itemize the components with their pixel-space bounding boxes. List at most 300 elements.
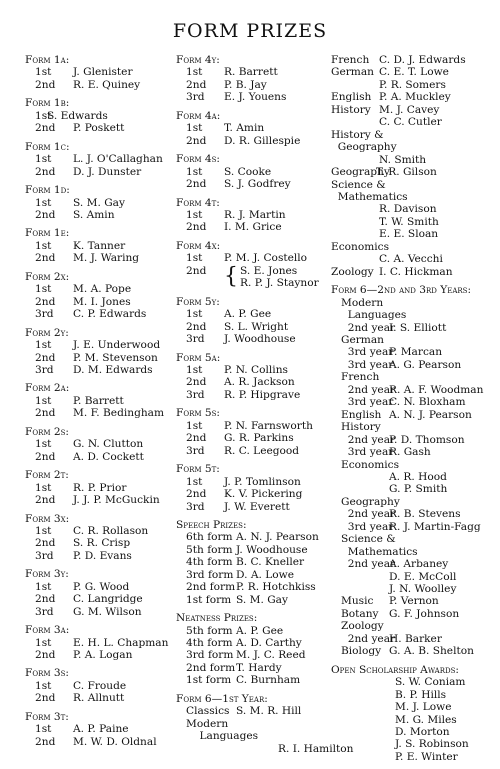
prize-winner: A. N. J. Pearson xyxy=(389,408,472,421)
prize-winner: J. Woodhouse xyxy=(224,333,296,346)
prize-row xyxy=(331,751,499,763)
prize-winner: C. P. Edwards xyxy=(73,308,147,321)
prize-label xyxy=(331,216,379,228)
prize-section xyxy=(176,612,336,687)
prize-label: 2nd xyxy=(186,78,207,91)
prize-winner: A. D. Carthy xyxy=(236,637,302,650)
prize-label: 2nd xyxy=(35,537,56,550)
prize-label xyxy=(331,79,379,91)
section-heading: Form 2x: xyxy=(25,270,70,283)
prize-row xyxy=(176,662,336,674)
prize-section xyxy=(176,153,336,190)
prize-label: 1st xyxy=(186,363,203,376)
prize-row xyxy=(331,266,499,278)
prize-row xyxy=(176,594,336,606)
prize-section xyxy=(25,382,173,419)
prize-row xyxy=(331,608,499,620)
prize-label: English xyxy=(331,91,372,104)
section-heading: Form 4y: xyxy=(176,54,220,66)
prize-row xyxy=(176,122,336,134)
prize-label: 2nd year xyxy=(341,632,396,645)
prize-winner: S. M. Gay xyxy=(73,196,125,209)
prize-label: French xyxy=(341,371,380,384)
prize-row xyxy=(25,606,173,618)
prize-winner: C. Burnham xyxy=(236,674,301,687)
prize-winner: G. R. Parkins xyxy=(224,432,294,445)
section-heading: Neatness Prizes: xyxy=(176,612,258,625)
prize-row xyxy=(176,91,336,103)
prize-winner: P. N. Farnsworth xyxy=(224,419,313,432)
prize-row xyxy=(176,135,336,147)
prize-section xyxy=(176,197,336,234)
prize-row xyxy=(176,265,336,290)
brace-glyph: { xyxy=(224,264,238,290)
prize-section xyxy=(25,227,173,264)
prize-winner: J. W. Everett xyxy=(224,500,290,513)
prize-winner: P. A. Muckley xyxy=(379,91,451,104)
prize-winner: A. Arbaney xyxy=(389,558,449,571)
prize-label: 3rd form xyxy=(186,568,234,581)
prize-label xyxy=(341,571,389,583)
prize-winner: R. C. Leegood xyxy=(224,444,300,457)
prize-winner: P. R. Somers xyxy=(379,78,446,91)
prize-row xyxy=(25,209,173,221)
prize-row xyxy=(176,705,336,717)
prize-winner: C. R. Rollason xyxy=(73,524,149,537)
section-heading: Form 3t: xyxy=(25,710,69,723)
prize-winner: C. D. J. Edwards xyxy=(379,54,466,66)
prize-label: 2nd xyxy=(186,134,207,147)
prize-row xyxy=(176,531,336,543)
prize-winner: S. L. Wright xyxy=(224,320,289,333)
prize-row xyxy=(176,569,336,581)
prize-label: German xyxy=(331,66,374,79)
prize-winner: J. S. Robinson xyxy=(395,738,469,751)
prize-row xyxy=(331,459,499,471)
prize-label: Mathematics xyxy=(341,545,418,558)
prize-row xyxy=(25,283,173,295)
prize-winner: C. E. T. Lowe xyxy=(379,66,449,79)
prize-row xyxy=(25,252,173,264)
prize-row xyxy=(331,297,499,309)
prize-row xyxy=(331,620,499,632)
prize-winner: M. G. Miles xyxy=(395,713,457,726)
prize-label: 1st xyxy=(35,679,52,692)
prize-row xyxy=(331,166,499,178)
prize-row xyxy=(176,581,336,593)
prize-winner: P. A. Logan xyxy=(73,649,133,662)
prize-row xyxy=(176,742,354,755)
prize-winner: P. D. Evans xyxy=(73,549,132,562)
prize-winner: P. Marcan xyxy=(389,346,443,359)
prize-winner: N. Smith xyxy=(379,153,427,166)
prize-row xyxy=(331,216,499,228)
section-heading: Form 2t: xyxy=(25,469,69,482)
prize-label xyxy=(331,154,379,166)
prize-label: 1st xyxy=(186,122,203,135)
prize-winner: C. Langridge xyxy=(73,593,143,606)
prize-label xyxy=(331,203,379,215)
prize-section xyxy=(25,667,173,704)
prize-winner: I. C. Hickman xyxy=(379,265,453,278)
prize-winner: A. G. Pearson xyxy=(389,358,462,371)
prize-section xyxy=(25,711,173,748)
section-heading: Form 1b: xyxy=(25,97,70,110)
prize-row xyxy=(331,446,499,458)
prize-winner: M. J. C. Reed xyxy=(236,649,306,662)
prize-row xyxy=(25,240,173,252)
prize-label: Economics xyxy=(331,240,390,253)
prize-section xyxy=(25,271,173,321)
prize-row xyxy=(25,482,173,494)
prize-row xyxy=(176,252,336,264)
prize-row xyxy=(331,104,499,116)
prize-label: 1st xyxy=(186,208,203,221)
prize-row xyxy=(331,253,499,265)
prize-label: 2nd year xyxy=(341,433,396,446)
prize-winner: M. J. Lowe xyxy=(395,701,452,714)
prize-winner: A. R. Jackson xyxy=(224,376,295,389)
prize-label: 2nd xyxy=(35,78,56,91)
prize-row xyxy=(331,371,499,383)
prize-section xyxy=(25,327,173,377)
prize-winner: S. M. R. Hill xyxy=(236,705,302,718)
prize-row xyxy=(176,178,336,190)
prize-row xyxy=(331,483,499,495)
prize-row xyxy=(331,179,499,191)
prize-label: Zoology xyxy=(331,265,374,278)
prize-row xyxy=(176,556,336,568)
prize-label: Languages xyxy=(186,730,259,743)
prize-section xyxy=(176,110,336,147)
section-heading: Form 4s: xyxy=(176,153,220,166)
prize-section xyxy=(331,284,499,658)
section-heading: Form 4x: xyxy=(176,239,221,252)
prize-row xyxy=(25,197,173,209)
prize-row xyxy=(331,409,499,421)
prize-row xyxy=(331,241,499,253)
prize-winner: D. E. McColl xyxy=(389,570,457,583)
prize-label: History xyxy=(341,421,381,434)
prize-row xyxy=(176,730,336,742)
prize-row xyxy=(25,339,173,351)
prize-label: 1st xyxy=(35,580,52,593)
prize-winner: G. M. Wilson xyxy=(73,605,142,618)
prize-row xyxy=(176,544,336,556)
prize-label: 3rd xyxy=(186,333,205,346)
prize-winner: D. A. Lowe xyxy=(236,568,294,581)
prize-winner: T. W. Smith xyxy=(379,215,439,228)
prize-row xyxy=(331,384,499,396)
prize-row xyxy=(331,141,499,153)
prize-label: 2nd xyxy=(186,320,207,333)
prize-winner: A. N. J. Pearson xyxy=(236,531,319,544)
prize-winner: P. E. Winter xyxy=(395,750,458,763)
prize-label: Classics xyxy=(186,705,230,718)
prize-row xyxy=(176,79,336,91)
prize-label: 1st xyxy=(35,109,52,122)
prize-label: Geography xyxy=(331,141,397,154)
prize-row xyxy=(331,322,499,334)
prize-label: English xyxy=(341,408,382,421)
prize-section xyxy=(176,54,336,104)
prize-label: German xyxy=(341,333,384,346)
prize-row xyxy=(331,689,499,701)
prize-row xyxy=(25,122,173,134)
prize-label: 5th form xyxy=(186,543,233,556)
prize-label: 4th form xyxy=(186,556,233,569)
prize-winner: P. Poskett xyxy=(73,122,125,135)
prize-label: Mathematics xyxy=(331,190,408,203)
prize-winner: R. A. F. Woodman xyxy=(389,383,484,396)
prize-row xyxy=(25,166,173,178)
prize-winner: C. A. Vecchi xyxy=(379,253,443,266)
prize-winner: R. I. Hamilton xyxy=(278,742,354,755)
tied-names xyxy=(224,265,319,290)
prize-winner: G. P. Smith xyxy=(389,483,448,496)
prize-label: 1st xyxy=(35,239,52,252)
prize-row xyxy=(331,359,499,371)
prize-label: 1st xyxy=(186,252,203,265)
column-3 xyxy=(331,54,499,769)
prize-row xyxy=(176,501,336,513)
prize-label: 1st xyxy=(186,475,203,488)
prize-label xyxy=(341,689,395,701)
prize-label: 1st xyxy=(35,283,52,296)
prize-label: 3rd xyxy=(35,363,54,376)
prize-label: 2nd form xyxy=(186,661,236,674)
prize-winner: P. G. Wood xyxy=(73,580,130,593)
prize-label: Biology xyxy=(341,645,382,658)
section-heading: Form 1d: xyxy=(25,184,70,197)
prize-winner: E. J. Youens xyxy=(224,91,287,104)
prize-winner: A. D. Cockett xyxy=(73,450,144,463)
prize-winner: B. C. Kneller xyxy=(236,556,305,569)
prize-row xyxy=(176,308,336,320)
prize-label: French xyxy=(331,54,370,66)
prize-row xyxy=(331,471,499,483)
section-heading: Open Scholarship Awards: xyxy=(331,663,459,676)
prize-row xyxy=(176,476,336,488)
prize-label: 1st xyxy=(35,153,52,166)
prize-row xyxy=(25,153,173,165)
prize-winner: R. Davison xyxy=(379,203,437,216)
prize-winner: L. J. O'Callaghan xyxy=(73,153,163,166)
prize-winner: J. Glenister xyxy=(73,66,133,79)
prize-section xyxy=(176,692,354,755)
section-heading: Form 1e: xyxy=(25,227,70,240)
prize-label: 2nd xyxy=(186,264,207,277)
prize-label xyxy=(331,253,379,265)
prize-row xyxy=(25,525,173,537)
prize-row xyxy=(331,228,499,240)
prize-row xyxy=(176,209,336,221)
prize-row xyxy=(176,432,336,444)
section-heading: Form 2a: xyxy=(25,382,70,395)
prize-label: Science & xyxy=(341,533,396,546)
prize-row xyxy=(331,558,499,570)
prize-label: 6th form xyxy=(186,531,233,544)
prize-label: 3rd xyxy=(186,388,205,401)
prize-winner: J. E. Underwood xyxy=(73,339,161,352)
prize-row xyxy=(331,726,499,738)
prize-row xyxy=(331,434,499,446)
prize-row xyxy=(176,625,336,637)
prize-row xyxy=(331,191,499,203)
prize-winner: I. S. Elliott xyxy=(389,321,447,334)
prize-row xyxy=(25,395,173,407)
prize-label: 2nd xyxy=(35,692,56,705)
prize-row xyxy=(331,571,499,583)
section-heading: Form 5s: xyxy=(176,407,220,420)
prize-winner: P. M. J. Costello xyxy=(224,252,308,265)
prize-winner: R. P. J. Staynor xyxy=(240,277,319,290)
prize-row xyxy=(331,421,499,433)
prize-row xyxy=(331,129,499,141)
prize-label: 2nd xyxy=(35,295,56,308)
prize-row xyxy=(176,321,336,333)
page-title: FORM PRIZES xyxy=(172,20,328,42)
prize-label: 3rd xyxy=(35,308,54,321)
prize-section xyxy=(25,426,173,463)
prize-row xyxy=(331,203,499,215)
column-1 xyxy=(25,54,173,754)
prize-row xyxy=(331,154,499,166)
prize-row xyxy=(25,692,173,704)
prize-row xyxy=(25,494,173,506)
prize-row xyxy=(331,66,499,78)
section-heading: Form 3x: xyxy=(25,512,70,525)
prize-label xyxy=(331,116,379,128)
prize-winner: E. H. L. Chapman xyxy=(73,636,169,649)
prize-row xyxy=(331,91,499,103)
prize-label xyxy=(341,738,395,750)
prize-winner: R. J. Martin-Fagg xyxy=(389,520,481,533)
prize-row xyxy=(25,723,173,735)
prize-label: 2nd xyxy=(186,221,207,234)
section-heading: Form 5a: xyxy=(176,351,221,364)
prize-label xyxy=(341,471,389,483)
prize-section xyxy=(331,664,499,764)
prize-label: 2nd xyxy=(35,351,56,364)
prize-label: Modern xyxy=(341,296,384,309)
prize-winner: P. M. Stevenson xyxy=(73,351,158,364)
prize-label: 1st xyxy=(35,481,52,494)
section-heading: Form 1a: xyxy=(25,54,70,66)
prize-winner: D. J. Dunster xyxy=(73,165,142,178)
prize-winner: P. N. Collins xyxy=(224,363,288,376)
prize-row xyxy=(176,166,336,178)
prize-row xyxy=(176,221,336,233)
prize-row xyxy=(176,364,336,376)
prize-label xyxy=(341,751,395,763)
prize-winner: M. A. Pope xyxy=(73,283,132,296)
prize-row xyxy=(25,649,173,661)
prize-winner: D. Morton xyxy=(395,726,450,739)
prize-winner: S. W. Coniam xyxy=(395,676,466,689)
prize-winner: S. M. Gay xyxy=(236,593,288,606)
prize-label: 1st xyxy=(186,308,203,321)
prize-winner: A. P. Paine xyxy=(73,723,129,736)
prize-row xyxy=(25,110,173,122)
section-heading: Form 4a: xyxy=(176,109,221,122)
prize-label: 2nd xyxy=(186,178,207,191)
prize-label: 3rd year xyxy=(341,346,394,359)
prize-winner: J. J. P. McGuckin xyxy=(73,494,160,507)
prize-winner: G. F. Johnson xyxy=(389,607,460,620)
prize-row xyxy=(331,633,499,645)
prize-winner: A. R. Hood xyxy=(389,470,447,483)
prize-label: 1st xyxy=(186,66,203,79)
prize-label: 2nd xyxy=(35,735,56,748)
prize-label: 2nd year xyxy=(341,558,396,571)
prize-section xyxy=(176,296,336,346)
prize-winner: C. C. Cutler xyxy=(379,116,442,129)
prize-label: 1st xyxy=(35,524,52,537)
prize-winner: P. R. Hotchkiss xyxy=(236,581,316,594)
prize-label: 2nd xyxy=(186,432,207,445)
prize-row xyxy=(25,79,173,91)
section-heading: Form 3s: xyxy=(25,667,69,680)
prize-winner: G. N. Clutton xyxy=(73,438,144,451)
prize-label xyxy=(341,483,389,495)
prize-label: 2nd xyxy=(35,165,56,178)
prize-row xyxy=(25,308,173,320)
prize-row xyxy=(25,438,173,450)
prize-label: 2nd xyxy=(186,376,207,389)
prize-label: 3rd year xyxy=(341,396,394,409)
prize-row xyxy=(331,645,499,657)
prize-winner: P. D. Thomson xyxy=(389,433,465,446)
prize-label: 4th form xyxy=(186,637,233,650)
prize-label: Geography xyxy=(341,495,400,508)
prize-label: 1st xyxy=(35,394,52,407)
prize-row xyxy=(176,488,336,500)
prize-label: Music xyxy=(341,595,374,608)
prize-section xyxy=(176,463,336,513)
prize-section xyxy=(176,407,336,457)
prize-label: 2nd year xyxy=(341,383,396,396)
prize-row xyxy=(25,364,173,376)
prize-label xyxy=(341,714,395,726)
prize-row xyxy=(331,396,499,408)
prize-section xyxy=(25,184,173,221)
prize-winner: D. M. Edwards xyxy=(73,363,153,376)
prize-label: 3rd xyxy=(35,549,54,562)
prize-label: 1st xyxy=(35,723,52,736)
prize-label: 1st xyxy=(35,66,52,79)
prize-label: 3rd xyxy=(186,500,205,513)
prize-label: 2nd xyxy=(35,649,56,662)
prize-winner: R. Allnutt xyxy=(73,692,125,705)
prize-winner: M. J. Waring xyxy=(73,252,140,265)
section-heading: Form 2y: xyxy=(25,326,69,339)
prize-winner: T. R. Gilson xyxy=(376,166,437,179)
prize-winner: R. B. Stevens xyxy=(389,508,461,521)
prize-section xyxy=(25,513,173,563)
prize-row xyxy=(331,521,499,533)
prize-label: Science & xyxy=(331,178,386,191)
prize-row xyxy=(331,508,499,520)
prize-row xyxy=(176,376,336,388)
prize-winner: H. Barker xyxy=(389,632,442,645)
prize-winner: K. V. Pickering xyxy=(224,488,303,501)
prize-section xyxy=(176,519,336,606)
prize-label xyxy=(341,583,389,595)
prize-label xyxy=(186,743,278,755)
prize-winner: S. E. Jones xyxy=(240,264,298,277)
section-heading: Form 5y: xyxy=(176,295,220,308)
